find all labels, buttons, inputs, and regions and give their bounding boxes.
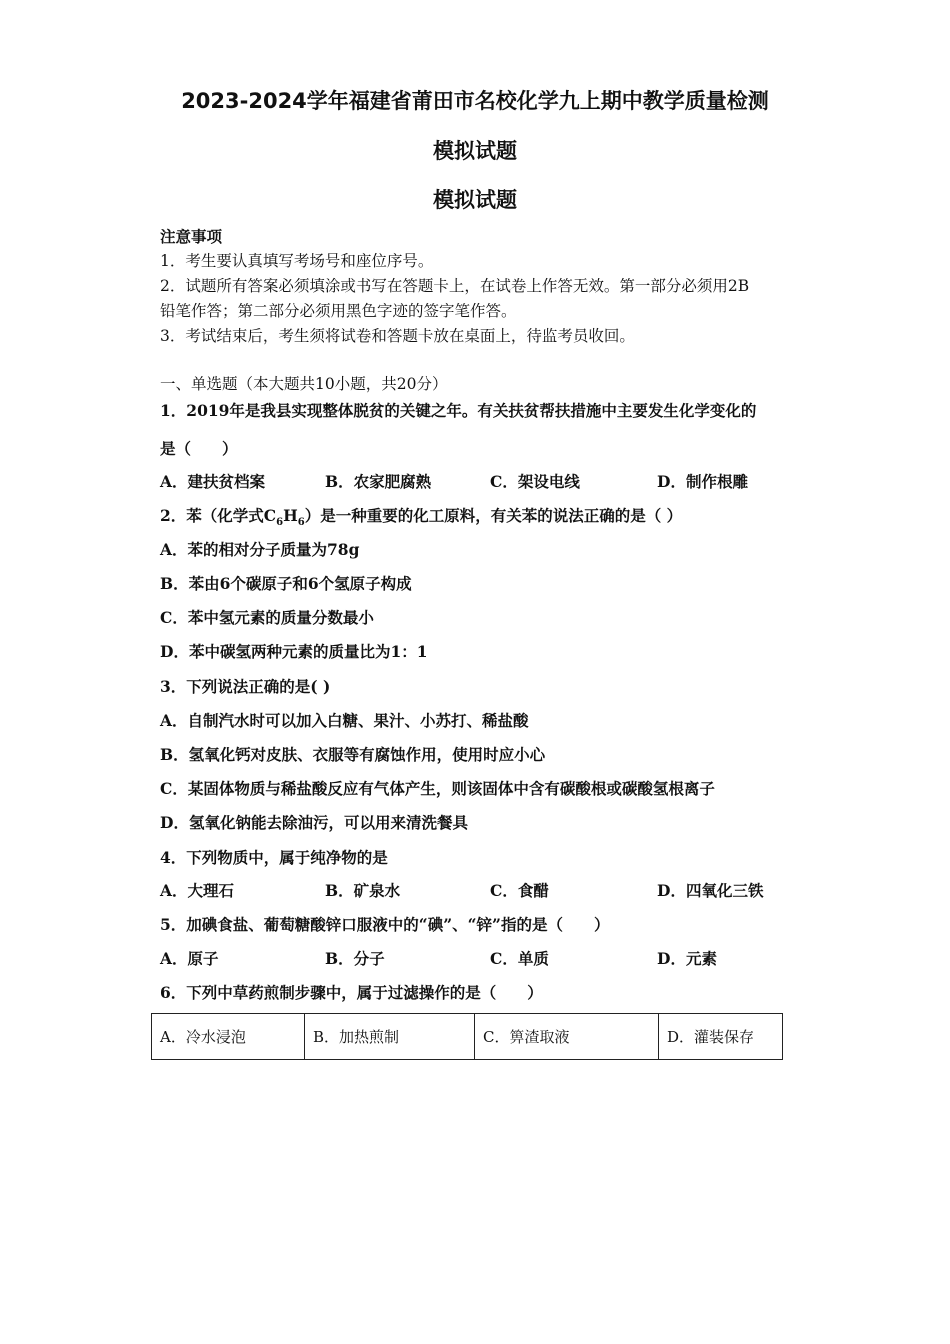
question-5-option-d[interactable]: D．元素 [657,949,717,968]
question-5-option-b[interactable]: B．分子 [325,949,385,968]
question-4-option-b[interactable]: B．矿泉水 [325,881,401,900]
notice-item: 2．试题所有答案必须填涂或书写在答题卡上，在试卷上作答无效。第一部分必须用2B [160,277,750,295]
question-1-stem: 1．2019年是我县实现整体脱贫的关键之年。有关扶贫帮扶措施中主要发生化学变化的 [160,401,757,420]
question-2-stem: 2．苯（化学式$C_6H_6$）是一种重要的化工原料，有关苯的说法正确的是（ ） [160,506,683,529]
notice-heading: 注意事项 [160,227,223,246]
question-4-stem: 4．下列物质中，属于纯净物的是 [160,848,388,867]
question-2-option-b[interactable]: B．苯由6个碳原子和6个氢原子构成 [160,574,412,593]
notice-item: 1．考生要认真填写考场号和座位序号。 [160,252,434,270]
question-2-option-d[interactable]: D．苯中碳氢两种元素的质量比为1：1 [160,642,428,661]
question-6-option-a[interactable]: A．冷水浸泡 [152,1014,305,1060]
question-3-option-c[interactable]: C．某固体物质与稀盐酸反应有气体产生，则该固体中含有碳酸根或碳酸氢根离子 [160,779,715,798]
exam-subtitle: 模拟试题 [433,139,517,163]
question-6-stem: 6．下列中草药煎制步骤中，属于过滤操作的是（ ） [160,983,543,1002]
question-6-option-d[interactable]: D．灌装保存 [659,1014,783,1060]
question-6-options-table [151,1013,783,1060]
question-5-option-a[interactable]: A．原子 [160,949,219,968]
question-1-option-a[interactable]: A．建扶贫档案 [160,472,266,491]
question-3-option-d[interactable]: D．氢氧化钠能去除油污，可以用来清洗餐具 [160,813,468,832]
question-4-option-a[interactable]: A．大理石 [160,881,235,900]
notice-item: 3．考试结束后，考生须将试卷和答题卡放在桌面上，待监考员收回。 [160,327,635,345]
exam-subtitle-repeat: 模拟试题 [433,188,517,212]
question-1-stem-cont: 是（ ） [160,439,238,458]
exam-title: 2023-2024学年福建省莆田市名校化学九上期中教学质量检测 [181,89,769,113]
question-2-option-a[interactable]: A．苯的相对分子质量为78g [160,540,360,559]
question-1-option-d[interactable]: D．制作根雕 [657,472,748,491]
question-2-option-c[interactable]: C．苯中氢元素的质量分数最小 [160,608,374,627]
table-row [152,1014,783,1060]
question-3-option-b[interactable]: B．氢氧化钙对皮肤、衣服等有腐蚀作用，使用时应小心 [160,745,546,764]
question-4-option-c[interactable]: C．食醋 [490,881,549,900]
question-4-option-d[interactable]: D．四氧化三铁 [657,881,764,900]
question-1-option-c[interactable]: C．架设电线 [490,472,580,491]
section-heading: 一、单选题（本大题共10小题，共20分） [160,375,448,393]
question-3-option-a[interactable]: A．自制汽水时可以加入白糖、果汁、小苏打、稀盐酸 [160,711,529,730]
question-5-stem: 5．加碘食盐、葡萄糖酸锌口服液中的“碘”、“锌”指的是（ ） [160,915,610,934]
question-3-stem: 3．下列说法正确的是( ) [160,677,331,696]
question-1-option-b[interactable]: B．农家肥腐熟 [325,472,432,491]
notice-item: 铅笔作答；第二部分必须用黑色字迹的签字笔作答。 [160,302,517,320]
question-6-option-b[interactable]: B．加热煎制 [305,1014,475,1060]
question-5-option-c[interactable]: C．单质 [490,949,549,968]
question-6-option-c[interactable]: C．箅渣取液 [475,1014,659,1060]
